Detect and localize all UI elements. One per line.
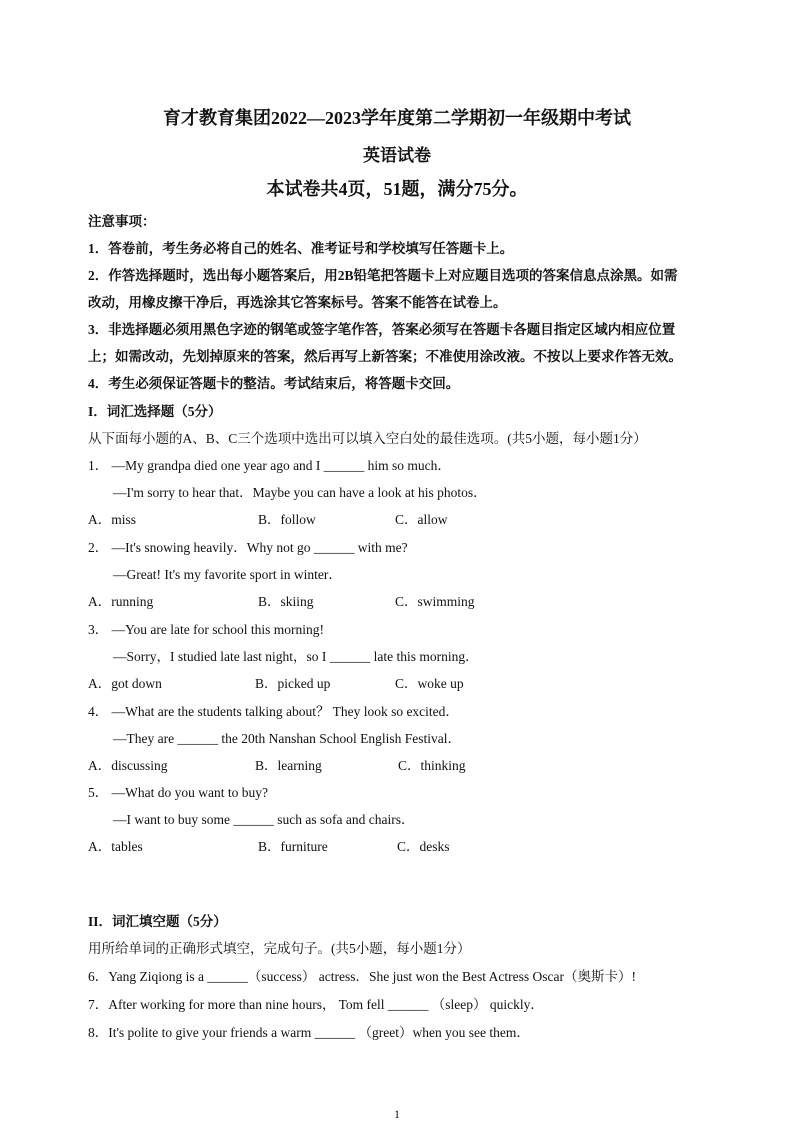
option-c: C．allow bbox=[395, 512, 448, 527]
notice-item: 1．答卷前，考生务必将自己的姓名、准考证号和学校填写任答题卡上。 bbox=[88, 241, 514, 256]
option-b: B．learning bbox=[255, 758, 322, 773]
option-c: C．swimming bbox=[395, 594, 475, 609]
option-b: B．picked up bbox=[255, 676, 331, 691]
question-2: 2． —It's snowing heavily．Why not go ______ with me? bbox=[88, 540, 408, 555]
question-3: 3． —You are late for school this morning! bbox=[88, 622, 324, 637]
notice-item: 3．非选择题必须用黑色字迹的钢笔或签字笔作答，答案必须写在答题卡各题目指定区域内相应位置 bbox=[88, 322, 676, 337]
fill-item-7: 7．After working for more than nine hours， Tom fell ______ （sleep） quickly． bbox=[88, 997, 544, 1012]
question-5: 5． —What do you want to buy? bbox=[88, 785, 268, 800]
page-number: 1 bbox=[394, 1107, 400, 1121]
question-2-reply: —Great! It's my favorite sport in winter． bbox=[113, 567, 342, 582]
option-c: C．woke up bbox=[395, 676, 464, 691]
question-5-reply: —I want to buy some ______ such as sofa and chairs． bbox=[113, 812, 415, 827]
notice-item: 2．作答选择题时，选出每小题答案后，用2B铅笔把答题卡上对应题目选项的答案信息点涂黑。如需 bbox=[88, 268, 678, 283]
option-b: B．furniture bbox=[258, 839, 328, 854]
question-1: 1． —My grandpa died one year ago and I ______ him so much． bbox=[88, 458, 451, 473]
notice-item: 改动，用橡皮擦干净后，再选涂其它答案标号。答案不能答在试卷上。 bbox=[88, 295, 507, 310]
fill-item-6: 6．Yang Ziqiong is a ______（success） actress．She just won the Best Actress Oscar（奥斯卡）! bbox=[88, 969, 636, 984]
notice-item: 4．考生必须保证答题卡的整洁。考试结束后，将答题卡交回。 bbox=[88, 376, 460, 391]
option-b: B．skiing bbox=[258, 594, 314, 609]
fill-item-8: 8．It's polite to give your friends a warm ______ （greet）when you see them． bbox=[88, 1025, 530, 1040]
section2-heading: II．词汇填空题（5分） bbox=[88, 914, 227, 929]
question-4-reply: —They are ______ the 20th Nanshan School English Festival． bbox=[113, 731, 461, 746]
option-a: A．got down bbox=[88, 676, 162, 691]
section1-instruction: 从下面每小题的A、B、C三个选项中选出可以填入空白处的最佳选项。(共5小题，每小题1分） bbox=[88, 431, 647, 446]
exam-subtitle: 英语试卷 bbox=[363, 146, 431, 165]
option-a: A．miss bbox=[88, 512, 137, 527]
exam-title: 育才教育集团2022—2023学年度第二学期初一年级期中考试 bbox=[163, 108, 631, 128]
section2-instruction: 用所给单词的正确形式填空，完成句子。(共5小题，每小题1分） bbox=[88, 941, 471, 956]
option-c: C．desks bbox=[397, 839, 450, 854]
notice-item: 上；如需改动，先划掉原来的答案，然后再写上新答案；不准使用涂改液。不按以上要求作答无效。 bbox=[88, 349, 682, 364]
question-3-reply: —Sorry，I studied late last night，so I ______ late this morning． bbox=[113, 649, 479, 664]
option-a: A．tables bbox=[88, 839, 143, 854]
question-4: 4． —What are the students talking about？ They look so excited． bbox=[88, 704, 459, 719]
question-1-reply: —I'm sorry to hear that．Maybe you can have a look at his photos． bbox=[113, 485, 487, 500]
option-a: A．running bbox=[88, 594, 154, 609]
option-b: B．follow bbox=[258, 512, 316, 527]
section1-heading: I．词汇选择题（5分） bbox=[88, 404, 222, 419]
notice-heading: 注意事项： bbox=[88, 214, 156, 229]
option-a: A．discussing bbox=[88, 758, 168, 773]
exam-info: 本试卷共4页，51题，满分75分。 bbox=[266, 179, 528, 199]
option-c: C．thinking bbox=[398, 758, 466, 773]
